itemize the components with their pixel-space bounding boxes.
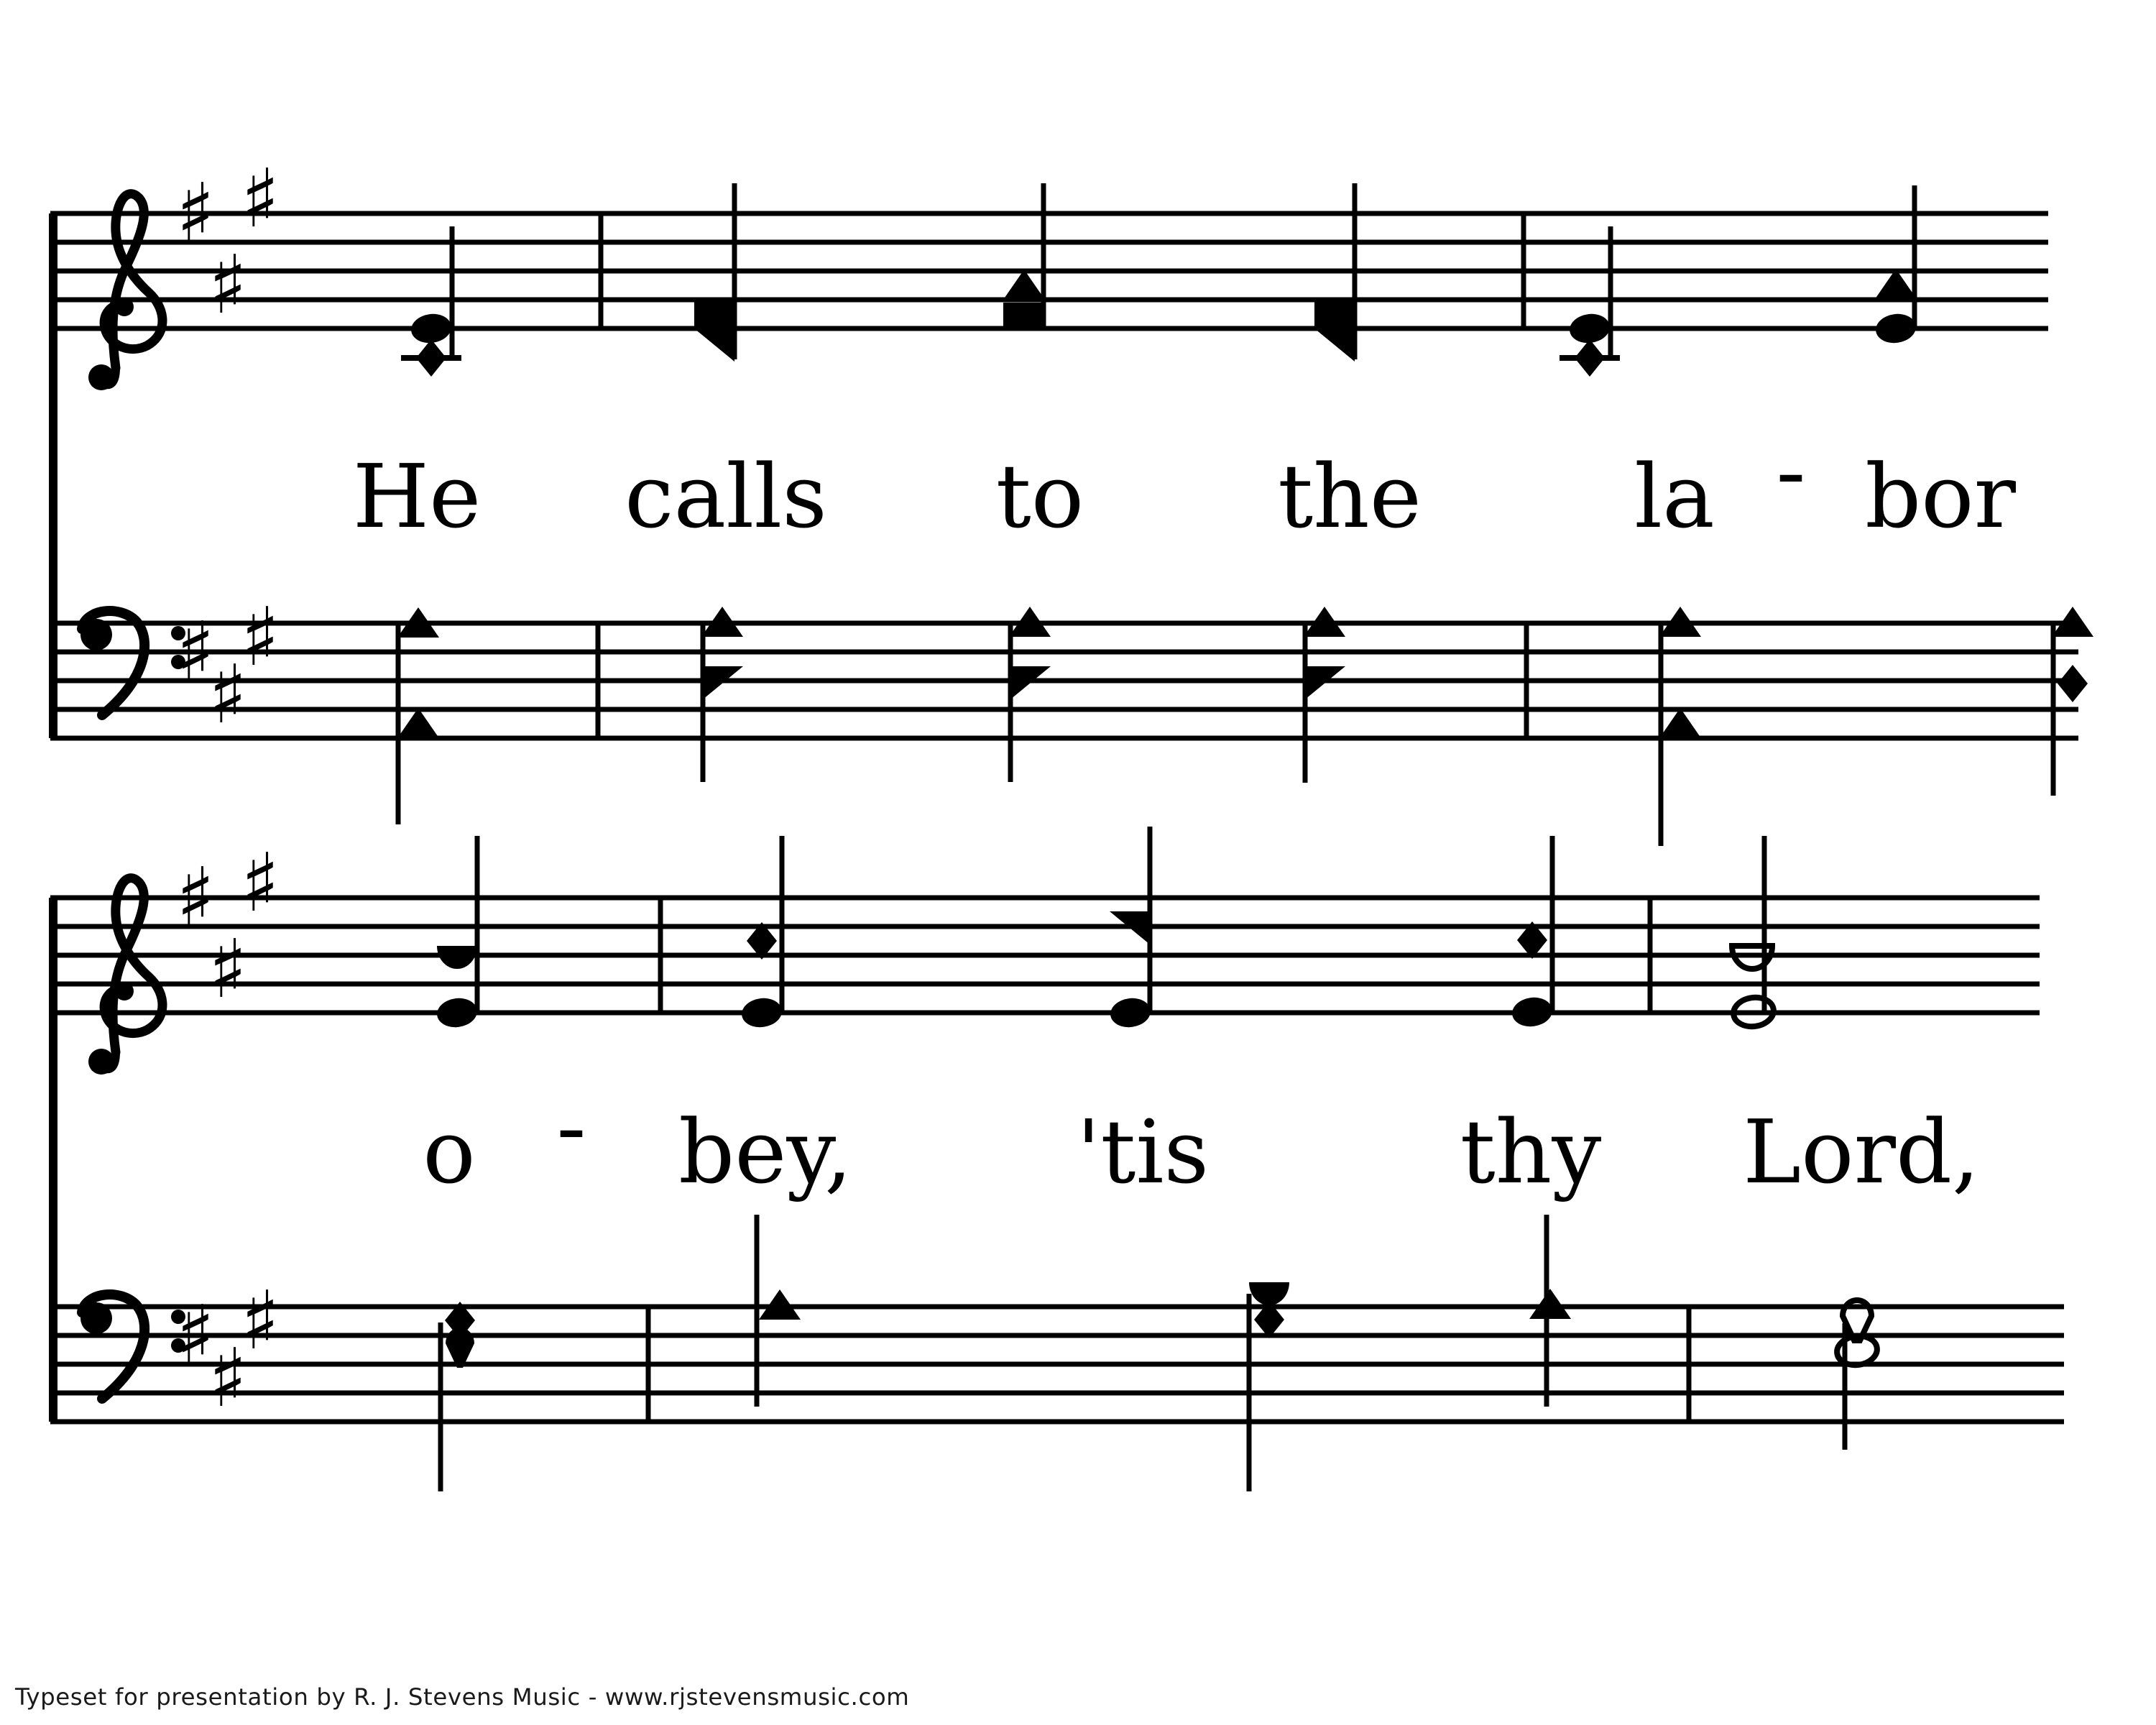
notehead-mi (2058, 665, 2088, 702)
sharp-icon: ♯ (175, 167, 216, 260)
treble-clef-icon (104, 878, 162, 1052)
sharp-icon: ♯ (240, 152, 280, 246)
notehead-fa (694, 328, 734, 362)
lyric-word: bey, (678, 1101, 852, 1203)
lyric-word: la (1634, 446, 1715, 548)
notehead-la (694, 302, 736, 326)
notehead-so (1835, 1333, 1879, 1367)
lyric-word: - (556, 1076, 586, 1178)
notehead-fa (1314, 328, 1355, 362)
notehead-so (435, 995, 479, 1029)
notehead-mi (416, 339, 446, 377)
lyric-word: to (995, 446, 1084, 548)
notehead-do (1529, 1289, 1571, 1319)
treble-clef-icon (115, 982, 134, 1000)
notehead-so (740, 995, 783, 1029)
notehead-do (397, 708, 439, 738)
notehead-la (1314, 302, 1356, 326)
sharp-icon: ♯ (240, 591, 280, 684)
lyric-word: He (352, 446, 482, 548)
lyric-word: 'tis (1076, 1101, 1210, 1203)
notehead-so (1874, 311, 1917, 345)
sharp-icon: ♯ (240, 1274, 280, 1368)
sharp-icon: ♯ (175, 1289, 216, 1382)
notehead-re (437, 946, 477, 969)
notehead-so (1510, 995, 1554, 1029)
treble-clef-icon (115, 298, 134, 316)
notehead-so (1108, 995, 1152, 1029)
lyric-word: thy (1460, 1101, 1602, 1203)
notehead-mi (1575, 339, 1605, 377)
sharp-icon: ♯ (240, 837, 280, 930)
notehead-do (1003, 270, 1045, 300)
footer-credit: Typeset for presentation by R. J. Stevens Music - www.rjstevensmusic.com (15, 1683, 910, 1711)
lyric-word: - (1776, 420, 1806, 523)
lyric-word: bor (1865, 446, 2016, 548)
notehead-do (1659, 708, 1701, 738)
treble-clef-icon (104, 194, 162, 368)
sharp-icon: ♯ (175, 605, 216, 699)
sharp-icon: ♯ (208, 923, 248, 1016)
lyric-word: calls (625, 446, 827, 548)
sharp-icon: ♯ (208, 648, 248, 742)
lyric-word: the (1278, 446, 1422, 548)
notehead-la (1003, 303, 1045, 327)
treble-clef-icon (88, 1049, 114, 1075)
sharp-icon: ♯ (208, 1332, 248, 1425)
treble-clef-icon (88, 364, 114, 390)
sharp-icon: ♯ (175, 851, 216, 944)
lyric-word: o (423, 1101, 476, 1203)
sharp-icon: ♯ (208, 239, 248, 332)
lyric-word: Lord, (1743, 1101, 1980, 1203)
